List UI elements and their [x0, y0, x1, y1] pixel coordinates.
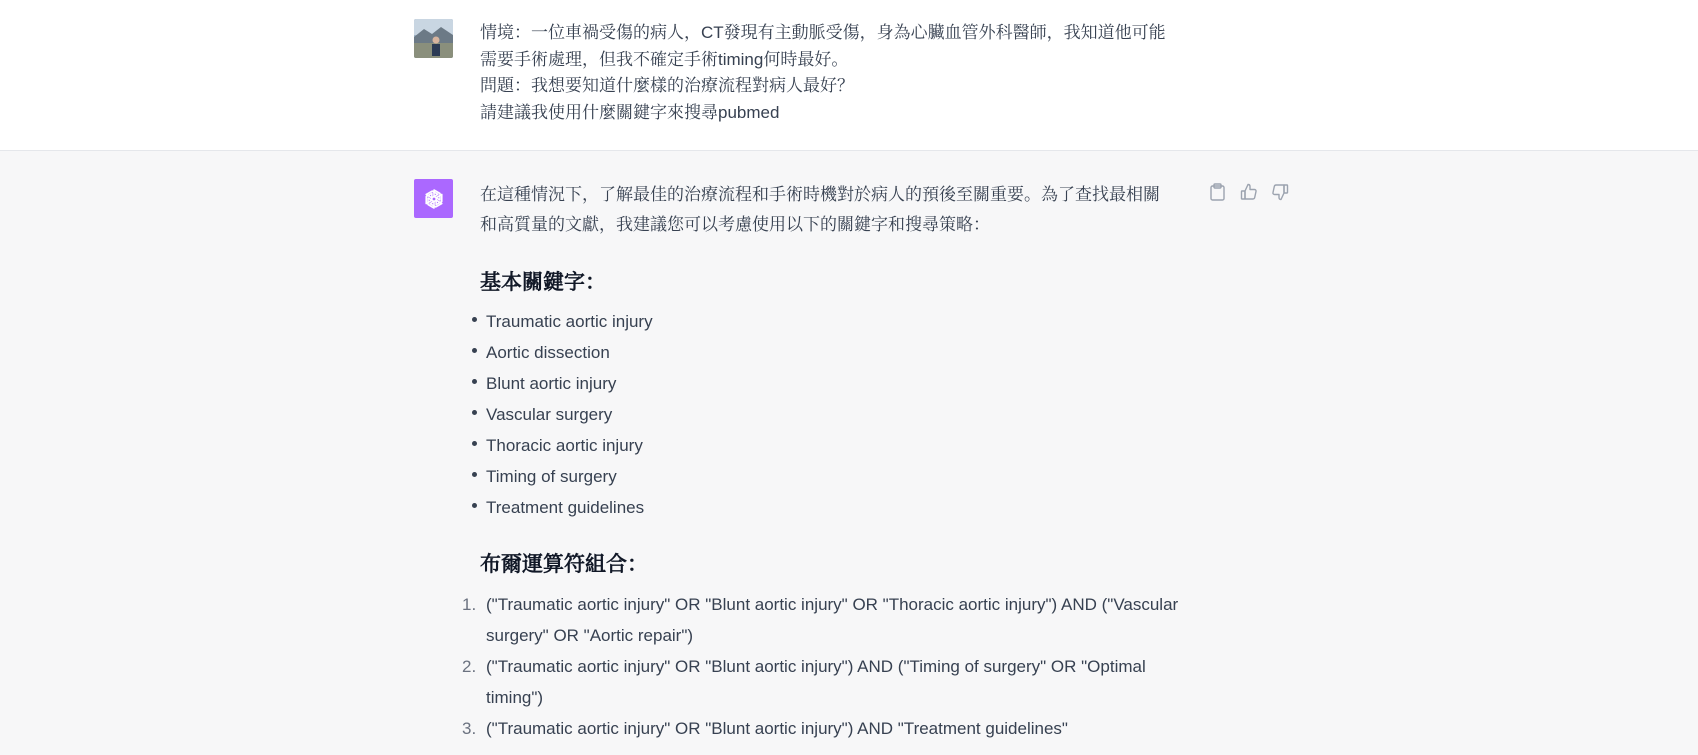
list-item: Treatment guidelines [470, 492, 653, 523]
assistant-intro [480, 180, 1200, 240]
user-avatar [414, 19, 453, 58]
user-line: 請建議我使用什麼關鍵字來搜尋pubmed [480, 102, 780, 122]
list-item: Thoracic aortic injury [470, 430, 653, 461]
section-heading-boolean: 布爾運算符組合： [480, 553, 648, 576]
combo-line: ("Traumatic aortic injury" OR "Blunt aortic injury") AND ("Timing of surgery" OR "Optimal [486, 657, 1146, 676]
assistant-avatar [414, 179, 453, 218]
section-heading-basic-keywords: 基本關鍵字： [480, 271, 606, 294]
user-line: 需要手術處理，但我不確定手術timing何時最好。 [480, 49, 849, 69]
user-message-row [0, 0, 1698, 151]
clipboard-icon [1209, 183, 1226, 201]
combo-line: surgery" OR "Aortic repair") [486, 626, 694, 645]
thumbs-up-icon [1240, 183, 1258, 201]
user-message-text [480, 20, 1220, 126]
thumbs-down-icon [1271, 183, 1289, 201]
thumbs-down-button[interactable] [1270, 182, 1289, 201]
keyword-list [470, 306, 653, 523]
list-number: 2. [462, 657, 477, 676]
list-item: Aortic dissection [470, 337, 653, 368]
boolean-combo-list [460, 589, 1220, 744]
user-line: 情境：一位車禍受傷的病人，CT發現有主動脈受傷，身為心臟血管外科醫師，我知道他可能 [480, 23, 1166, 42]
list-item: Traumatic aortic injury [470, 306, 653, 337]
list-item: Vascular surgery [470, 399, 653, 430]
list-number: 3. [462, 719, 477, 738]
openai-logo-icon [421, 186, 447, 212]
list-item [460, 713, 1220, 744]
list-item: Timing of surgery [470, 461, 653, 492]
list-number: 1. [462, 595, 477, 614]
combo-line: timing") [486, 688, 544, 707]
list-item [460, 651, 1220, 713]
combo-line: ("Traumatic aortic injury" OR "Blunt aortic injury") AND "Treatment guidelines" [486, 719, 1068, 738]
list-item: Blunt aortic injury [470, 368, 653, 399]
intro-line: 和高質量的文獻，我建議您可以考慮使用以下的關鍵字和搜尋策略： [480, 215, 990, 234]
intro-line: 在這種情況下，了解最佳的治療流程和手術時機對於病人的預後至關重要。為了查找最相關 [480, 185, 1160, 204]
user-line: 問題：我想要知道什麼樣的治療流程對病人最好？ [480, 76, 854, 95]
list-item [460, 589, 1220, 651]
copy-button[interactable] [1208, 182, 1227, 201]
thumbs-up-button[interactable] [1239, 182, 1258, 201]
combo-line: ("Traumatic aortic injury" OR "Blunt aortic injury" OR "Thoracic aortic injury") AND ("Vascular [486, 595, 1179, 614]
message-actions [1208, 182, 1289, 201]
